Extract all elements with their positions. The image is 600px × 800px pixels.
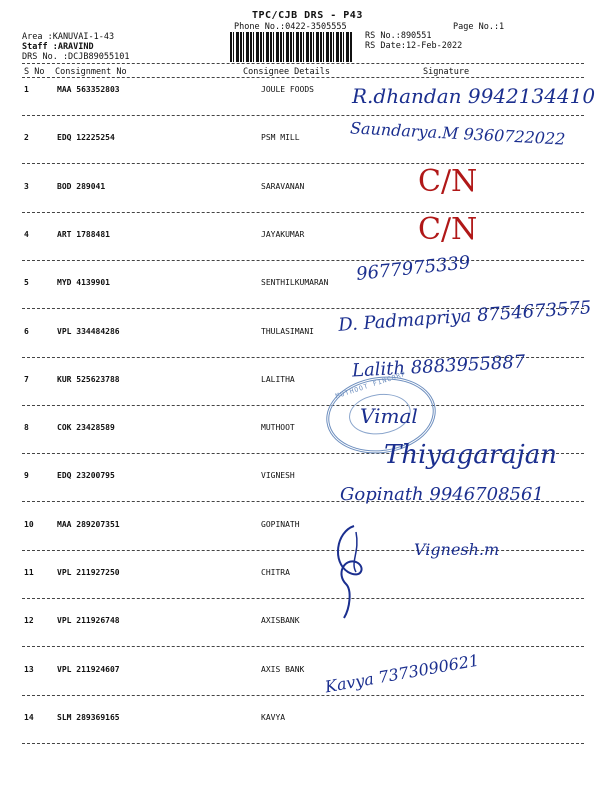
row-consignment: SLM 289369165	[57, 713, 120, 722]
col-consignee: Consignee Details	[243, 67, 330, 77]
signature-row-9: Thiyagarajan	[384, 440, 557, 470]
row-consignee: AXIS BANK	[261, 665, 305, 674]
row-sno: 5	[24, 278, 29, 287]
row-consignment: VPL 211927250	[57, 568, 120, 577]
row-consignee: SARAVANAN	[261, 182, 305, 191]
row-divider	[22, 163, 584, 164]
row-sno: 1	[24, 85, 29, 94]
col-consignment: Consignment No	[55, 67, 127, 77]
header-rule-top	[22, 63, 584, 64]
row-consignee: SENTHILKUMARAN	[261, 278, 329, 287]
signature-row-5: 9677975339	[355, 252, 472, 285]
row-consignee: JAYAKUMAR	[261, 230, 305, 239]
row-divider	[22, 646, 584, 647]
barcode	[230, 32, 352, 62]
row-consignment: COK 23428589	[57, 423, 115, 432]
row-consignment: MAA 289207351	[57, 520, 120, 529]
drs-number: DRS No. :DCJB89055101	[22, 52, 130, 62]
row-sno: 11	[24, 568, 34, 577]
row-consignee: THULASIMANI	[261, 327, 314, 336]
row-sno: 13	[24, 665, 34, 674]
row-consignee: LALITHA	[261, 375, 295, 384]
row-consignment: VPL 211924607	[57, 665, 120, 674]
row-consignment: MYD 4139901	[57, 278, 110, 287]
signature-row-8: Vimal	[360, 404, 418, 428]
signature-row-1: R.dhandan 9942134410	[352, 84, 596, 108]
row-consignee: VIGNESH	[261, 471, 295, 480]
row-divider	[22, 115, 584, 116]
row-divider	[22, 743, 584, 744]
row-consignment: VPL 211926748	[57, 616, 120, 625]
phone-number: Phone No.:0422-3505555	[234, 22, 347, 32]
row-sno: 4	[24, 230, 29, 239]
row-divider	[22, 695, 584, 696]
row-divider	[22, 212, 584, 213]
row-consignee: PSM MILL	[261, 133, 300, 142]
row-consignment: MAA 563352803	[57, 85, 120, 94]
signature-row-14: Kavya 7373090621	[323, 650, 481, 697]
row-sno: 9	[24, 471, 29, 480]
document-title: TPC/CJB DRS - P43	[252, 10, 363, 21]
signature-row-4: C/N	[418, 212, 478, 247]
signature-row-11: Vignesh.m	[414, 540, 500, 559]
row-divider	[22, 260, 584, 261]
row-sno: 8	[24, 423, 29, 432]
row-divider	[22, 550, 584, 551]
signature-row-6: D. Padmapriya 8754673575	[337, 297, 593, 336]
stamp-text: MUTHOOT FINCORP	[334, 369, 408, 401]
row-sno: 7	[24, 375, 29, 384]
header-rule-bottom	[22, 77, 584, 78]
rs-date: RS Date:12-Feb-2022	[365, 41, 463, 51]
col-sno: S No	[24, 67, 45, 77]
row-sno: 12	[24, 616, 34, 625]
row-sno: 14	[24, 713, 34, 722]
row-consignment: ART 1788481	[57, 230, 110, 239]
col-signature: Signature	[423, 67, 470, 77]
row-consignee: GOPINATH	[261, 520, 300, 529]
row-consignee: KAVYA	[261, 713, 286, 722]
signature-row-10: Gopinath 9946708561	[340, 484, 544, 505]
row-divider	[22, 598, 584, 599]
row-consignment: VPL 334484286	[57, 327, 120, 336]
row-sno: 10	[24, 520, 34, 529]
row-sno: 6	[24, 327, 29, 336]
row-sno: 2	[24, 133, 29, 142]
row-consignment: EDQ 12225254	[57, 133, 115, 142]
area-label: Area :KANUVAI-1-43	[22, 32, 115, 42]
row-consignment: KUR 525623788	[57, 375, 120, 384]
row-consignee: JOULE FOODS	[261, 85, 314, 94]
row-divider	[22, 405, 584, 406]
row-consignee: AXISBANK	[261, 616, 300, 625]
row-consignee: CHITRA	[261, 568, 290, 577]
row-consignee: MUTHOOT	[261, 423, 295, 432]
staff-label: Staff :ARAVIND	[22, 42, 94, 52]
signature-row-3: C/N	[418, 164, 478, 199]
signature-row-2: Saundarya.M 9360722022	[349, 118, 566, 149]
signature-row-7: Lalith 8883955887	[351, 351, 526, 382]
page-number: Page No.:1	[453, 22, 505, 32]
row-sno: 3	[24, 182, 29, 191]
row-consignment: EDQ 23200795	[57, 471, 115, 480]
signature-scribble-12-13	[326, 522, 376, 622]
row-consignment: BOD 289041	[57, 182, 106, 191]
rs-number: RS No.:890551	[365, 31, 432, 41]
